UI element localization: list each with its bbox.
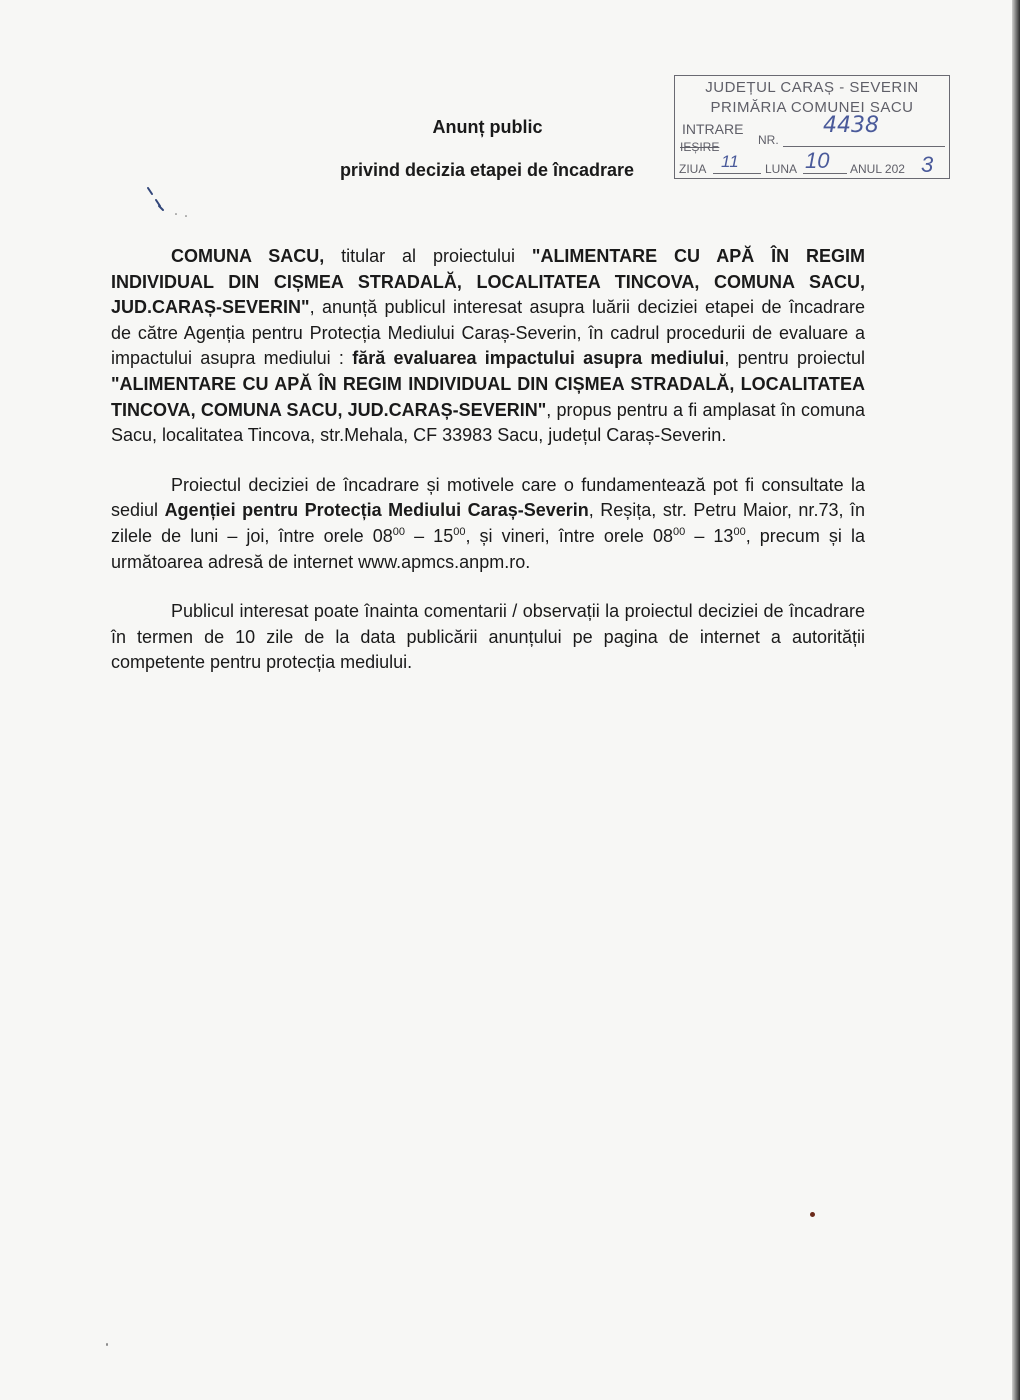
stamp-intrare-label: INTRARE	[682, 121, 744, 137]
p3-text: Publicul interesat poate înainta comentarii / observații la proiectul deciziei de încadrare în termen de 10 zile de la data publicării anunțului pe pagina de internet a autorității competente pentru protecția mediului.	[111, 601, 865, 673]
stamp-luna-value: 10	[805, 148, 830, 173]
stamp-nr-line	[783, 146, 945, 147]
stamp-nr-value: 4438	[823, 113, 879, 138]
p1-text-c: , pentru proiectul	[724, 348, 865, 369]
p2-sup-1: 00	[392, 525, 405, 538]
p1-project-name-repeat: "ALIMENTARE CU APĂ ÎN REGIM INDIVIDUAL DIN CIȘMEA STRADALĂ, LOCALITATEA TINCOVA, COMUNA SACU, JUD.CARAȘ-SEVERIN"	[111, 373, 865, 420]
stamp-ziua-label: ZIUA	[679, 162, 707, 176]
p2-text-e: – 13	[685, 525, 734, 546]
stamp-luna-label: LUNA	[765, 162, 798, 176]
p2-text-b: , Reșița, str. Petru Maior, nr.73, în zilele de luni – joi, între orele 08	[111, 500, 865, 546]
stamp-iesire-label: IEȘIRE	[680, 140, 720, 154]
registration-stamp	[674, 75, 950, 179]
p2-agency: Agenției pentru Protecția Mediului Caraș-Severin	[164, 500, 589, 521]
p1-project-name: "ALIMENTARE CU APĂ ÎN REGIM INDIVIDUAL DIN CIȘMEA STRADALĂ, LOCALITATEA TINCOVA, COMUNA SACU, JUD.CARAȘ-SEVERIN"	[111, 246, 866, 318]
p2-text-f: , precum și la următoarea adresă de internet www.apmcs.anpm.ro.	[111, 525, 865, 572]
p2-text-a: Proiectul deciziei de încadrare și motivele care o fundamentează pot fi consultate la sediul	[111, 474, 865, 521]
announcement-body	[111, 244, 865, 700]
p1-owner: COMUNA SACU,	[171, 246, 325, 266]
p1-text-d: , propus pentru a fi amplasat în comuna Sacu, localitatea Tincova, str.Mehala, CF 33983 Sacu, județul Caraș-Severin.	[111, 399, 865, 446]
document-subtitle: privind decizia etapei de încadrare	[339, 160, 635, 180]
scan-speck	[106, 1343, 108, 1346]
p2-text-c: – 15	[405, 525, 454, 546]
stamp-county: JUDEȚUL CARAȘ - SEVERIN	[705, 79, 919, 96]
paragraph-consultation	[111, 473, 865, 575]
p2-sup-4: 00	[733, 525, 746, 538]
pen-mark-icon	[146, 186, 196, 220]
stamp-nr-label: NR.	[758, 133, 779, 147]
p2-sup-2: 00	[453, 525, 466, 538]
stamp-town-hall: PRIMĂRIA COMUNEI SACU	[710, 99, 914, 116]
p1-text-a: titular al proiectului	[324, 246, 532, 266]
p1-text-b: , anunță publicul interesat asupra luării deciziei etapei de încadrare de către Agenția pentru Protecția Mediului Caraș-Severin, în cadrul procedurii de evaluare a impactului asupra mediului :	[111, 297, 865, 369]
p1-decision: fără evaluarea impactului asupra mediului	[352, 348, 725, 369]
stamp-ziua-value: 11	[721, 152, 739, 171]
paragraph-comments	[111, 599, 865, 676]
scan-page-edge	[1012, 0, 1020, 1400]
p2-sup-3: 00	[672, 525, 686, 538]
scan-speck	[810, 1212, 815, 1217]
document-title: Anunț public	[432, 117, 543, 137]
stamp-anul-value: 3	[921, 152, 934, 177]
stamp-ziua-line	[713, 173, 761, 174]
p2-text-d: , și vineri, între orele 08	[465, 525, 673, 546]
paragraph-project	[111, 244, 865, 449]
stamp-anul-label: ANUL 202	[850, 162, 905, 176]
